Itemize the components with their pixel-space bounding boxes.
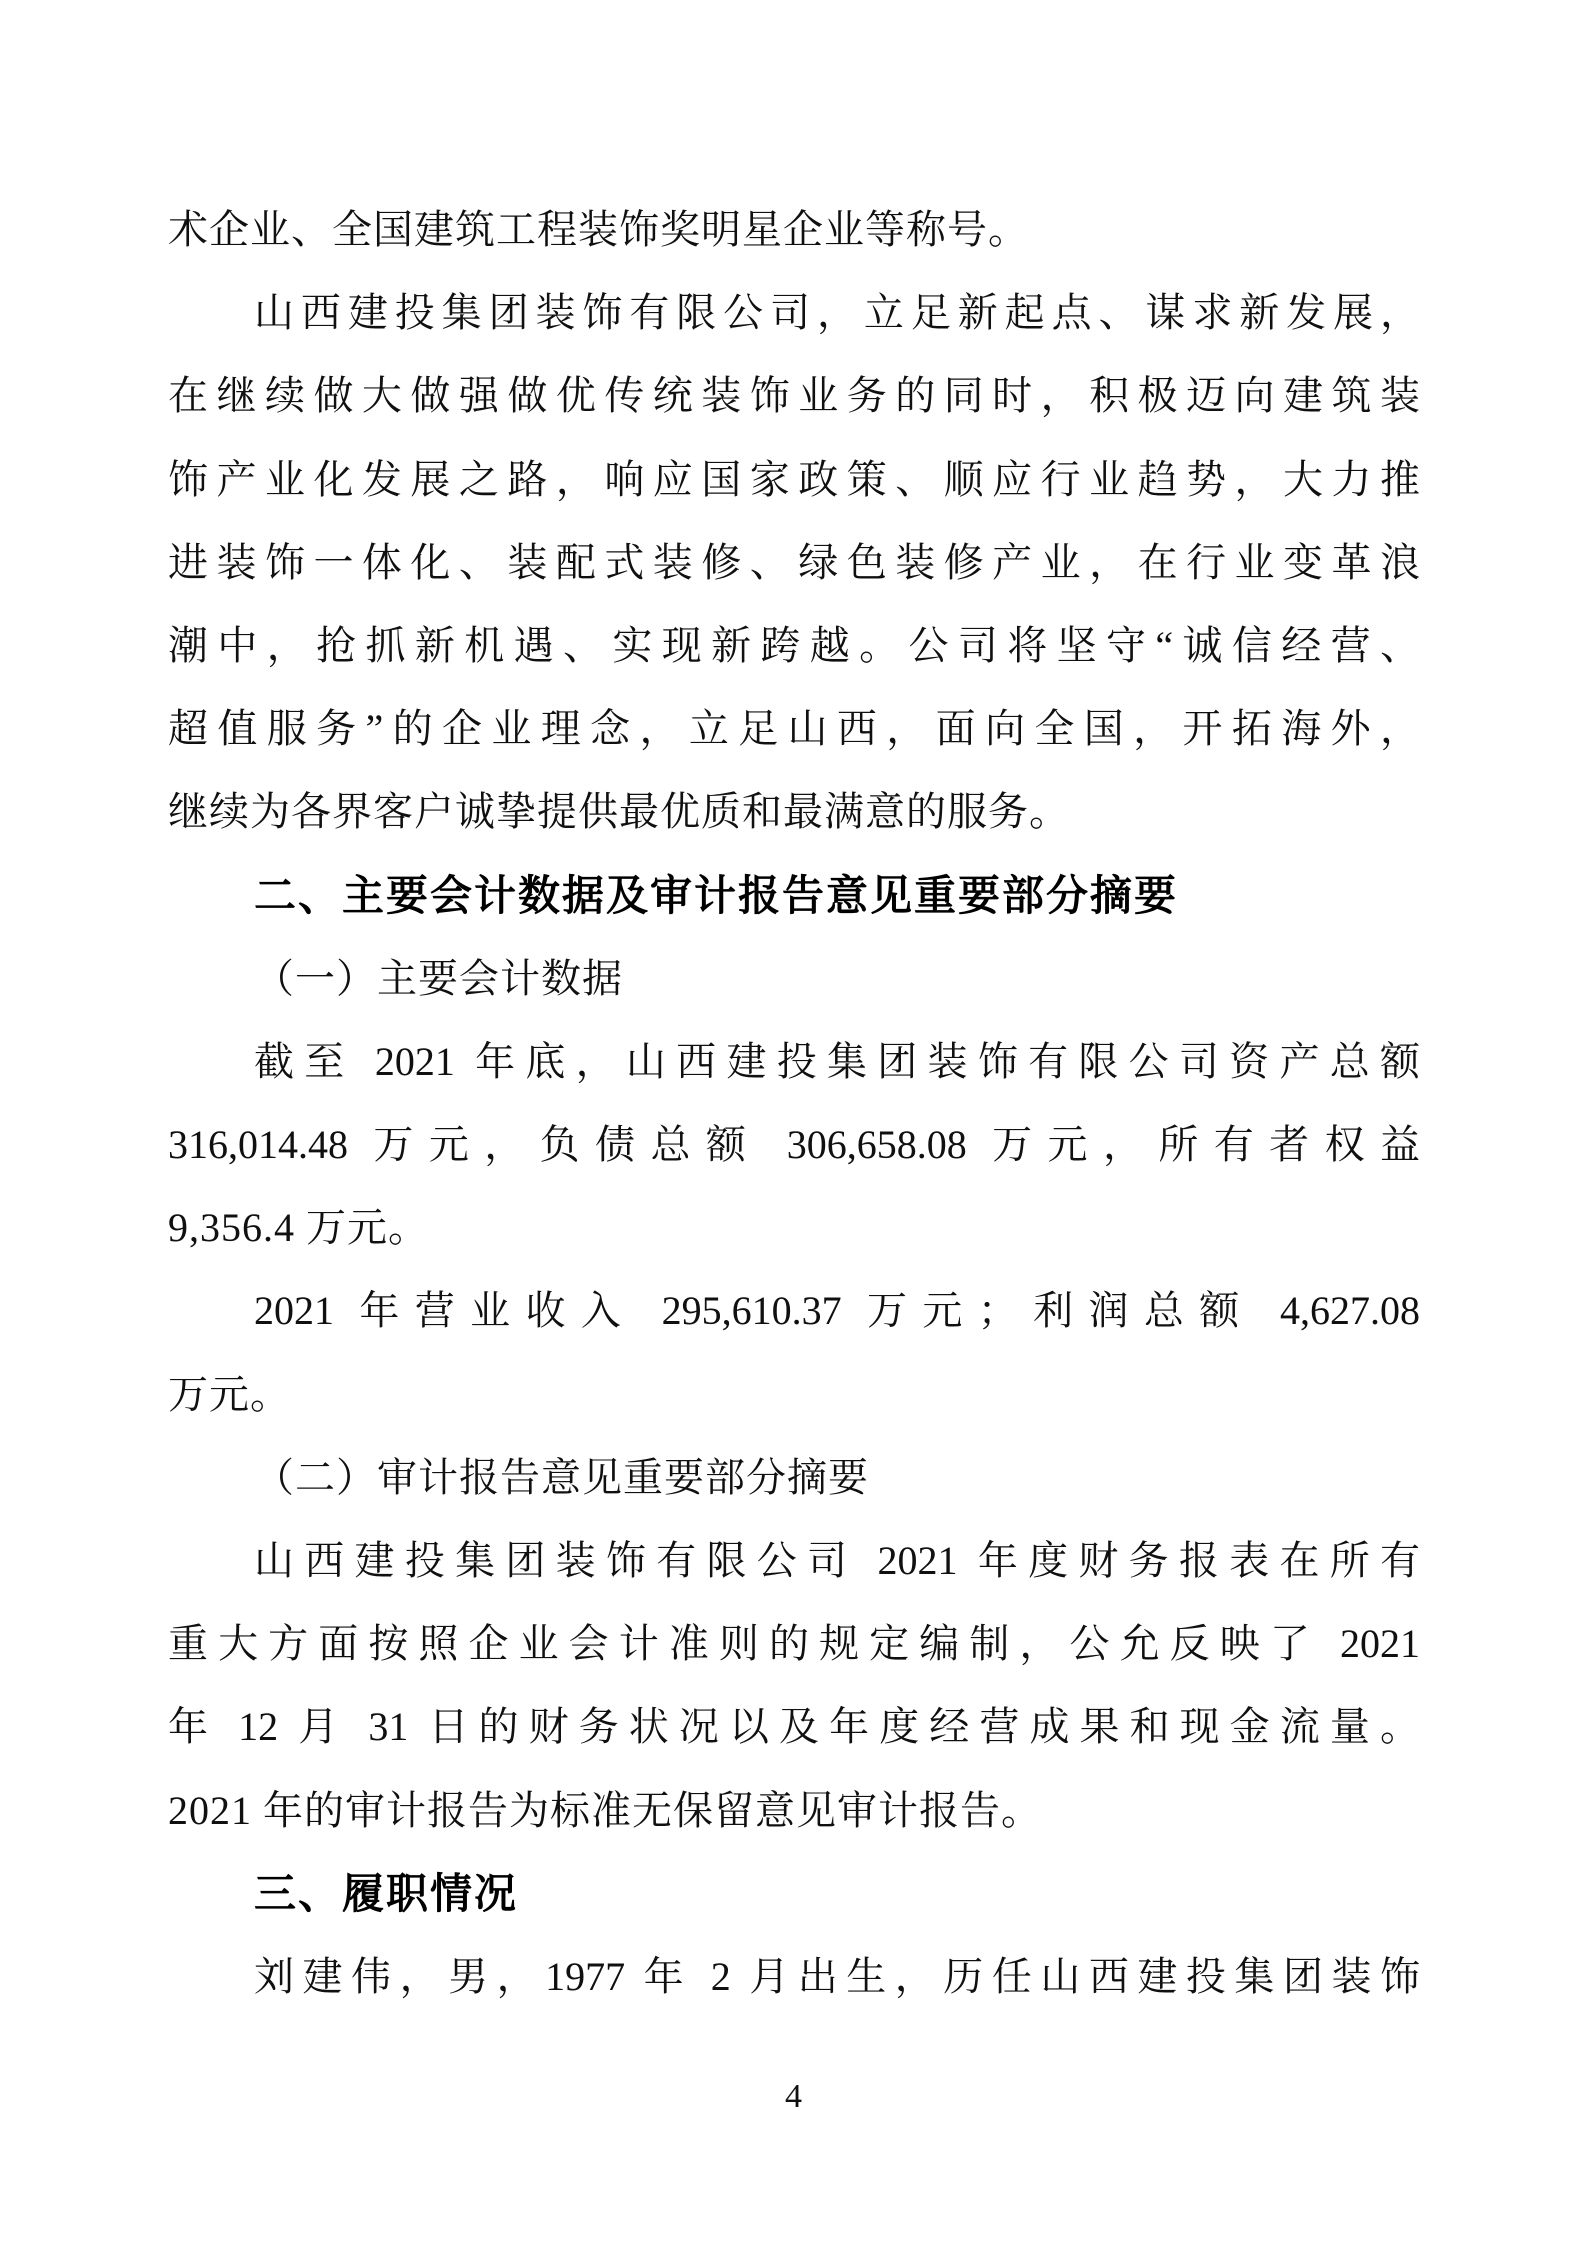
text-line: 2021 年营业收入 295,610.37 万元；利润总额 4,627.08 — [254, 1288, 1420, 1334]
text-line: 超值服务”的企业理念，立足山西，面向全国，开拓海外， — [168, 706, 1420, 752]
text-line: 刘建伟，男，1977 年 2 月出生，历任山西建投集团装饰 — [254, 1953, 1420, 1999]
text-line: 继续为各界客户诚挚提供最优质和最满意的服务。 — [168, 789, 1070, 835]
text-line: 潮中，抢抓新机遇、实现新跨越。公司将坚守“诚信经营、 — [168, 622, 1420, 668]
text-line: 山西建投集团装饰有限公司 2021 年度财务报表在所有 — [254, 1538, 1420, 1583]
text-line: 年 12 月 31 日的财务状况以及年度经营成果和现金流量。 — [168, 1704, 1420, 1750]
page-number: 4 — [785, 2078, 802, 2115]
text-line: 截至 2021 年底，山西建投集团装饰有限公司资产总额 — [254, 1038, 1420, 1084]
subsection-label: （一）主要会计数据 — [254, 955, 623, 1001]
text-line: 2021 年的审计报告为标准无保留意见审计报告。 — [168, 1787, 1042, 1833]
text-line: 重大方面按照企业会计准则的规定编制，公允反映了 2021 — [168, 1621, 1420, 1667]
section-heading-accounting-data: 二、主要会计数据及审计报告意见重要部分摘要 — [254, 871, 1179, 919]
text-line: 饰产业化发展之路，响应国家政策、顺应行业趋势，大力推 — [168, 456, 1420, 502]
text-line: 山西建投集团装饰有限公司，立足新起点、谋求新发展， — [254, 290, 1420, 336]
page-body-text — [168, 188, 1420, 2018]
text-line: 万元。 — [168, 1371, 291, 1417]
text-line: 9,356.4 万元。 — [168, 1205, 429, 1251]
text-line: 在继续做大做强做优传统装饰业务的同时，积极迈向建筑装 — [168, 373, 1420, 419]
text-line: 进装饰一体化、装配式装修、绿色装修产业，在行业变革浪 — [168, 539, 1420, 585]
section-heading-performance: 三、履职情况 — [254, 1869, 519, 1917]
text-line: 316,014.48 万元，负债总额 306,658.08 万元，所有者权益 — [168, 1122, 1420, 1168]
subsection-label: （二）审计报告意见重要部分摘要 — [254, 1454, 869, 1500]
text-line: 术企业、全国建筑工程装饰奖明星企业等称号。 — [168, 207, 1029, 252]
